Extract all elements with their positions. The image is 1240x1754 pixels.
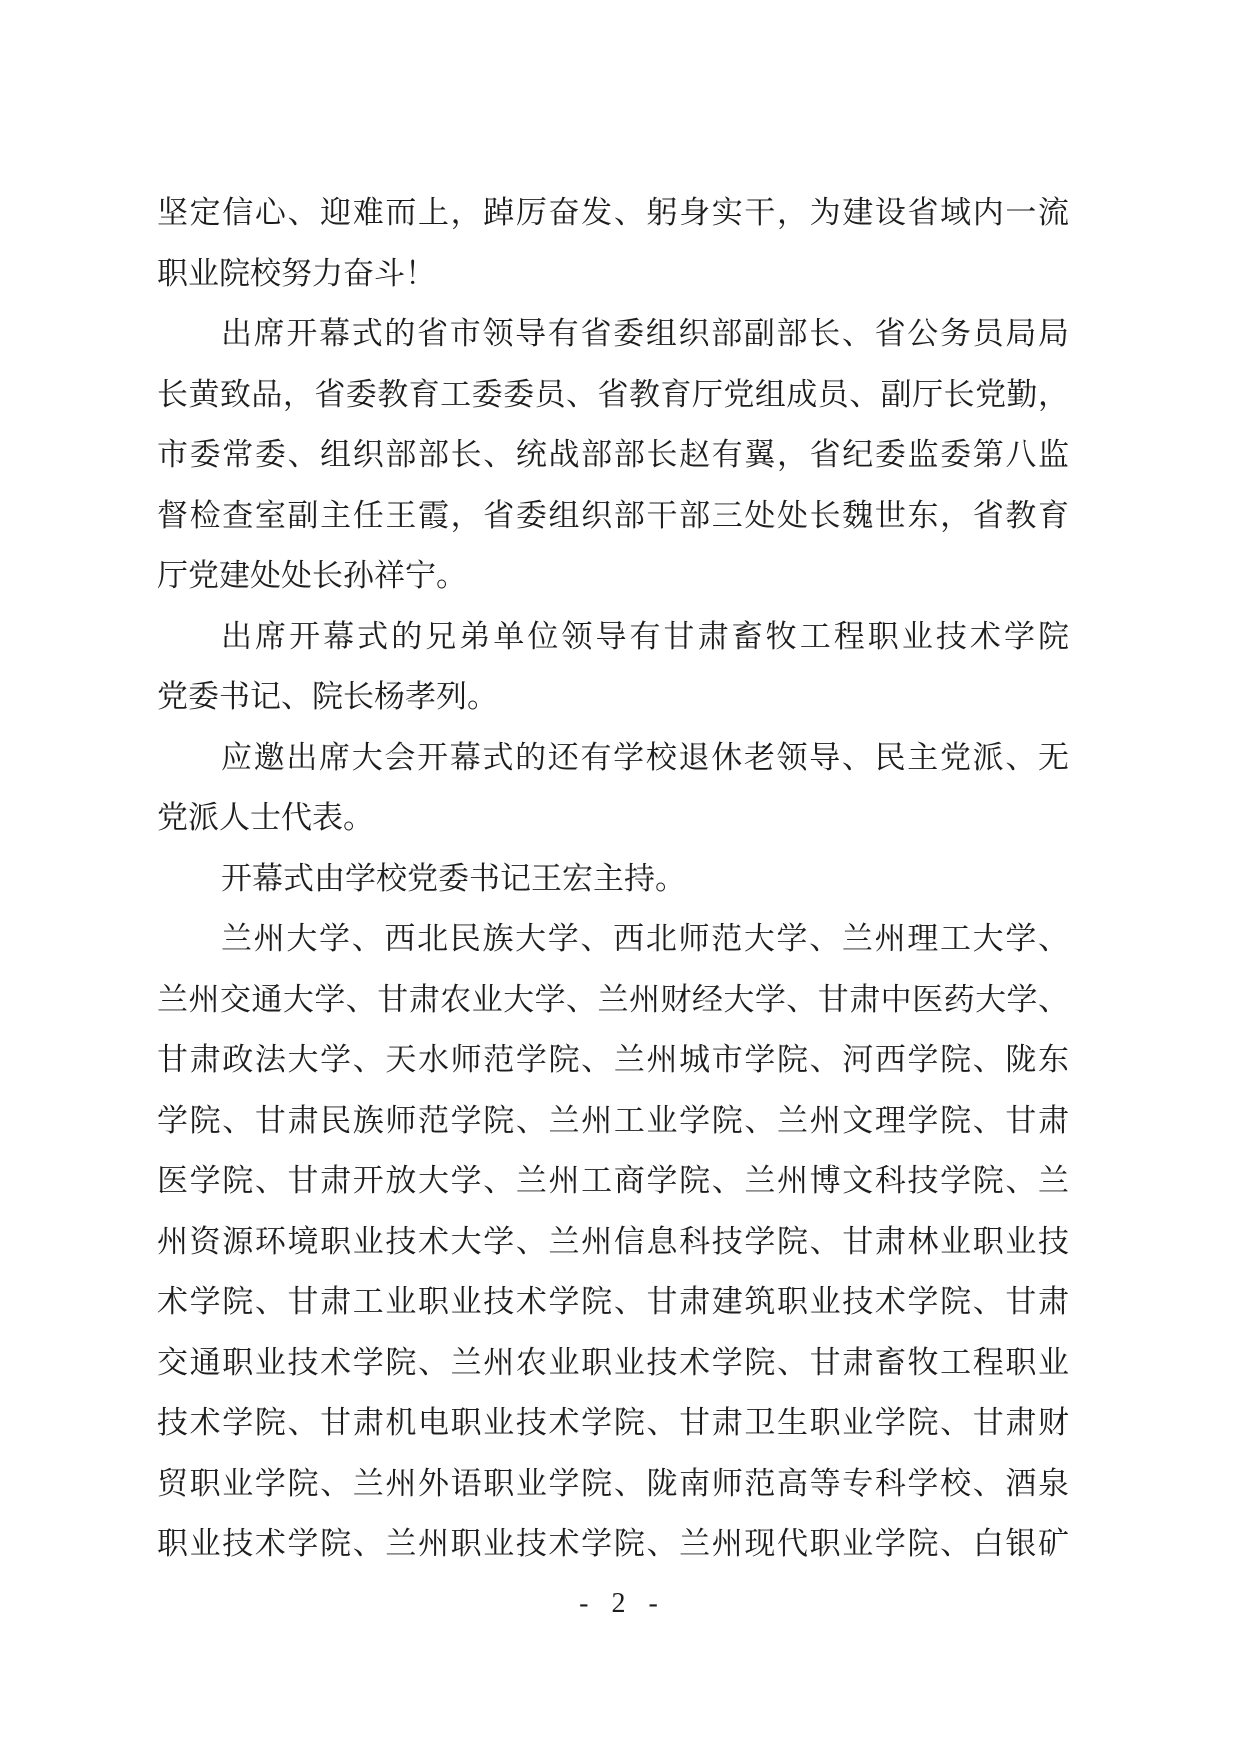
body-line: 出席开幕式的省市领导有省委组织部副部长、省公务员局局 [221, 316, 1069, 351]
body-line: 督检查室副主任王霞，省委组织部干部三处处长魏世东，省教育 [157, 497, 1069, 533]
body-line: 市委常委、组织部部长、统战部部长赵有翼，省纪委监委第八监 [157, 437, 1069, 472]
body-line: 兰州交通大学、甘肃农业大学、兰州财经大学、甘肃中医药大学、 [157, 981, 1069, 1017]
body-line: 交通职业技术学院、兰州农业职业技术学院、甘肃畜牧工程职业 [157, 1344, 1069, 1380]
body-line: 技术学院、甘肃机电职业技术学院、甘肃卫生职业学院、甘肃财 [157, 1405, 1069, 1440]
body-line: 出席开幕式的兄弟单位领导有甘肃畜牧工程职业技术学院 [221, 618, 1069, 654]
body-line: 医学院、甘肃开放大学、兰州工商学院、兰州博文科技学院、兰 [157, 1163, 1069, 1198]
page-number: - 2 - [579, 1588, 661, 1619]
body-line: 开幕式由学校党委书记王宏主持。 [221, 860, 686, 896]
body-line: 职业技术学院、兰州职业技术学院、兰州现代职业学院、白银矿 [157, 1526, 1069, 1561]
body-line: 学院、甘肃民族师范学院、兰州工业学院、兰州文理学院、甘肃 [157, 1102, 1069, 1138]
body-line: 党委书记、院长杨孝列。 [157, 679, 498, 714]
body-line: 厅党建处处长孙祥宁。 [157, 558, 467, 593]
document-body [157, 183, 1069, 1575]
body-line: 应邀出席大会开幕式的还有学校退休老领导、民主党派、无 [221, 739, 1069, 775]
page-footer [0, 1588, 1240, 1620]
body-line: 党派人士代表。 [157, 800, 374, 835]
body-line: 甘肃政法大学、天水师范学院、兰州城市学院、河西学院、陇东 [157, 1042, 1069, 1077]
body-line: 坚定信心、迎难而上，踔厉奋发、躬身实干，为建设省域内一流 [157, 195, 1069, 230]
body-line: 州资源环境职业技术大学、兰州信息科技学院、甘肃林业职业技 [157, 1223, 1069, 1259]
body-line: 长黄致品，省委教育工委委员、省教育厅党组成员、副厅长党勤， [157, 376, 1069, 412]
body-line: 兰州大学、西北民族大学、西北师范大学、兰州理工大学、 [221, 921, 1069, 956]
body-line: 职业院校努力奋斗！ [157, 255, 436, 291]
body-line: 贸职业学院、兰州外语职业学院、陇南师范高等专科学校、酒泉 [157, 1465, 1069, 1501]
body-line: 术学院、甘肃工业职业技术学院、甘肃建筑职业技术学院、甘肃 [157, 1284, 1069, 1319]
